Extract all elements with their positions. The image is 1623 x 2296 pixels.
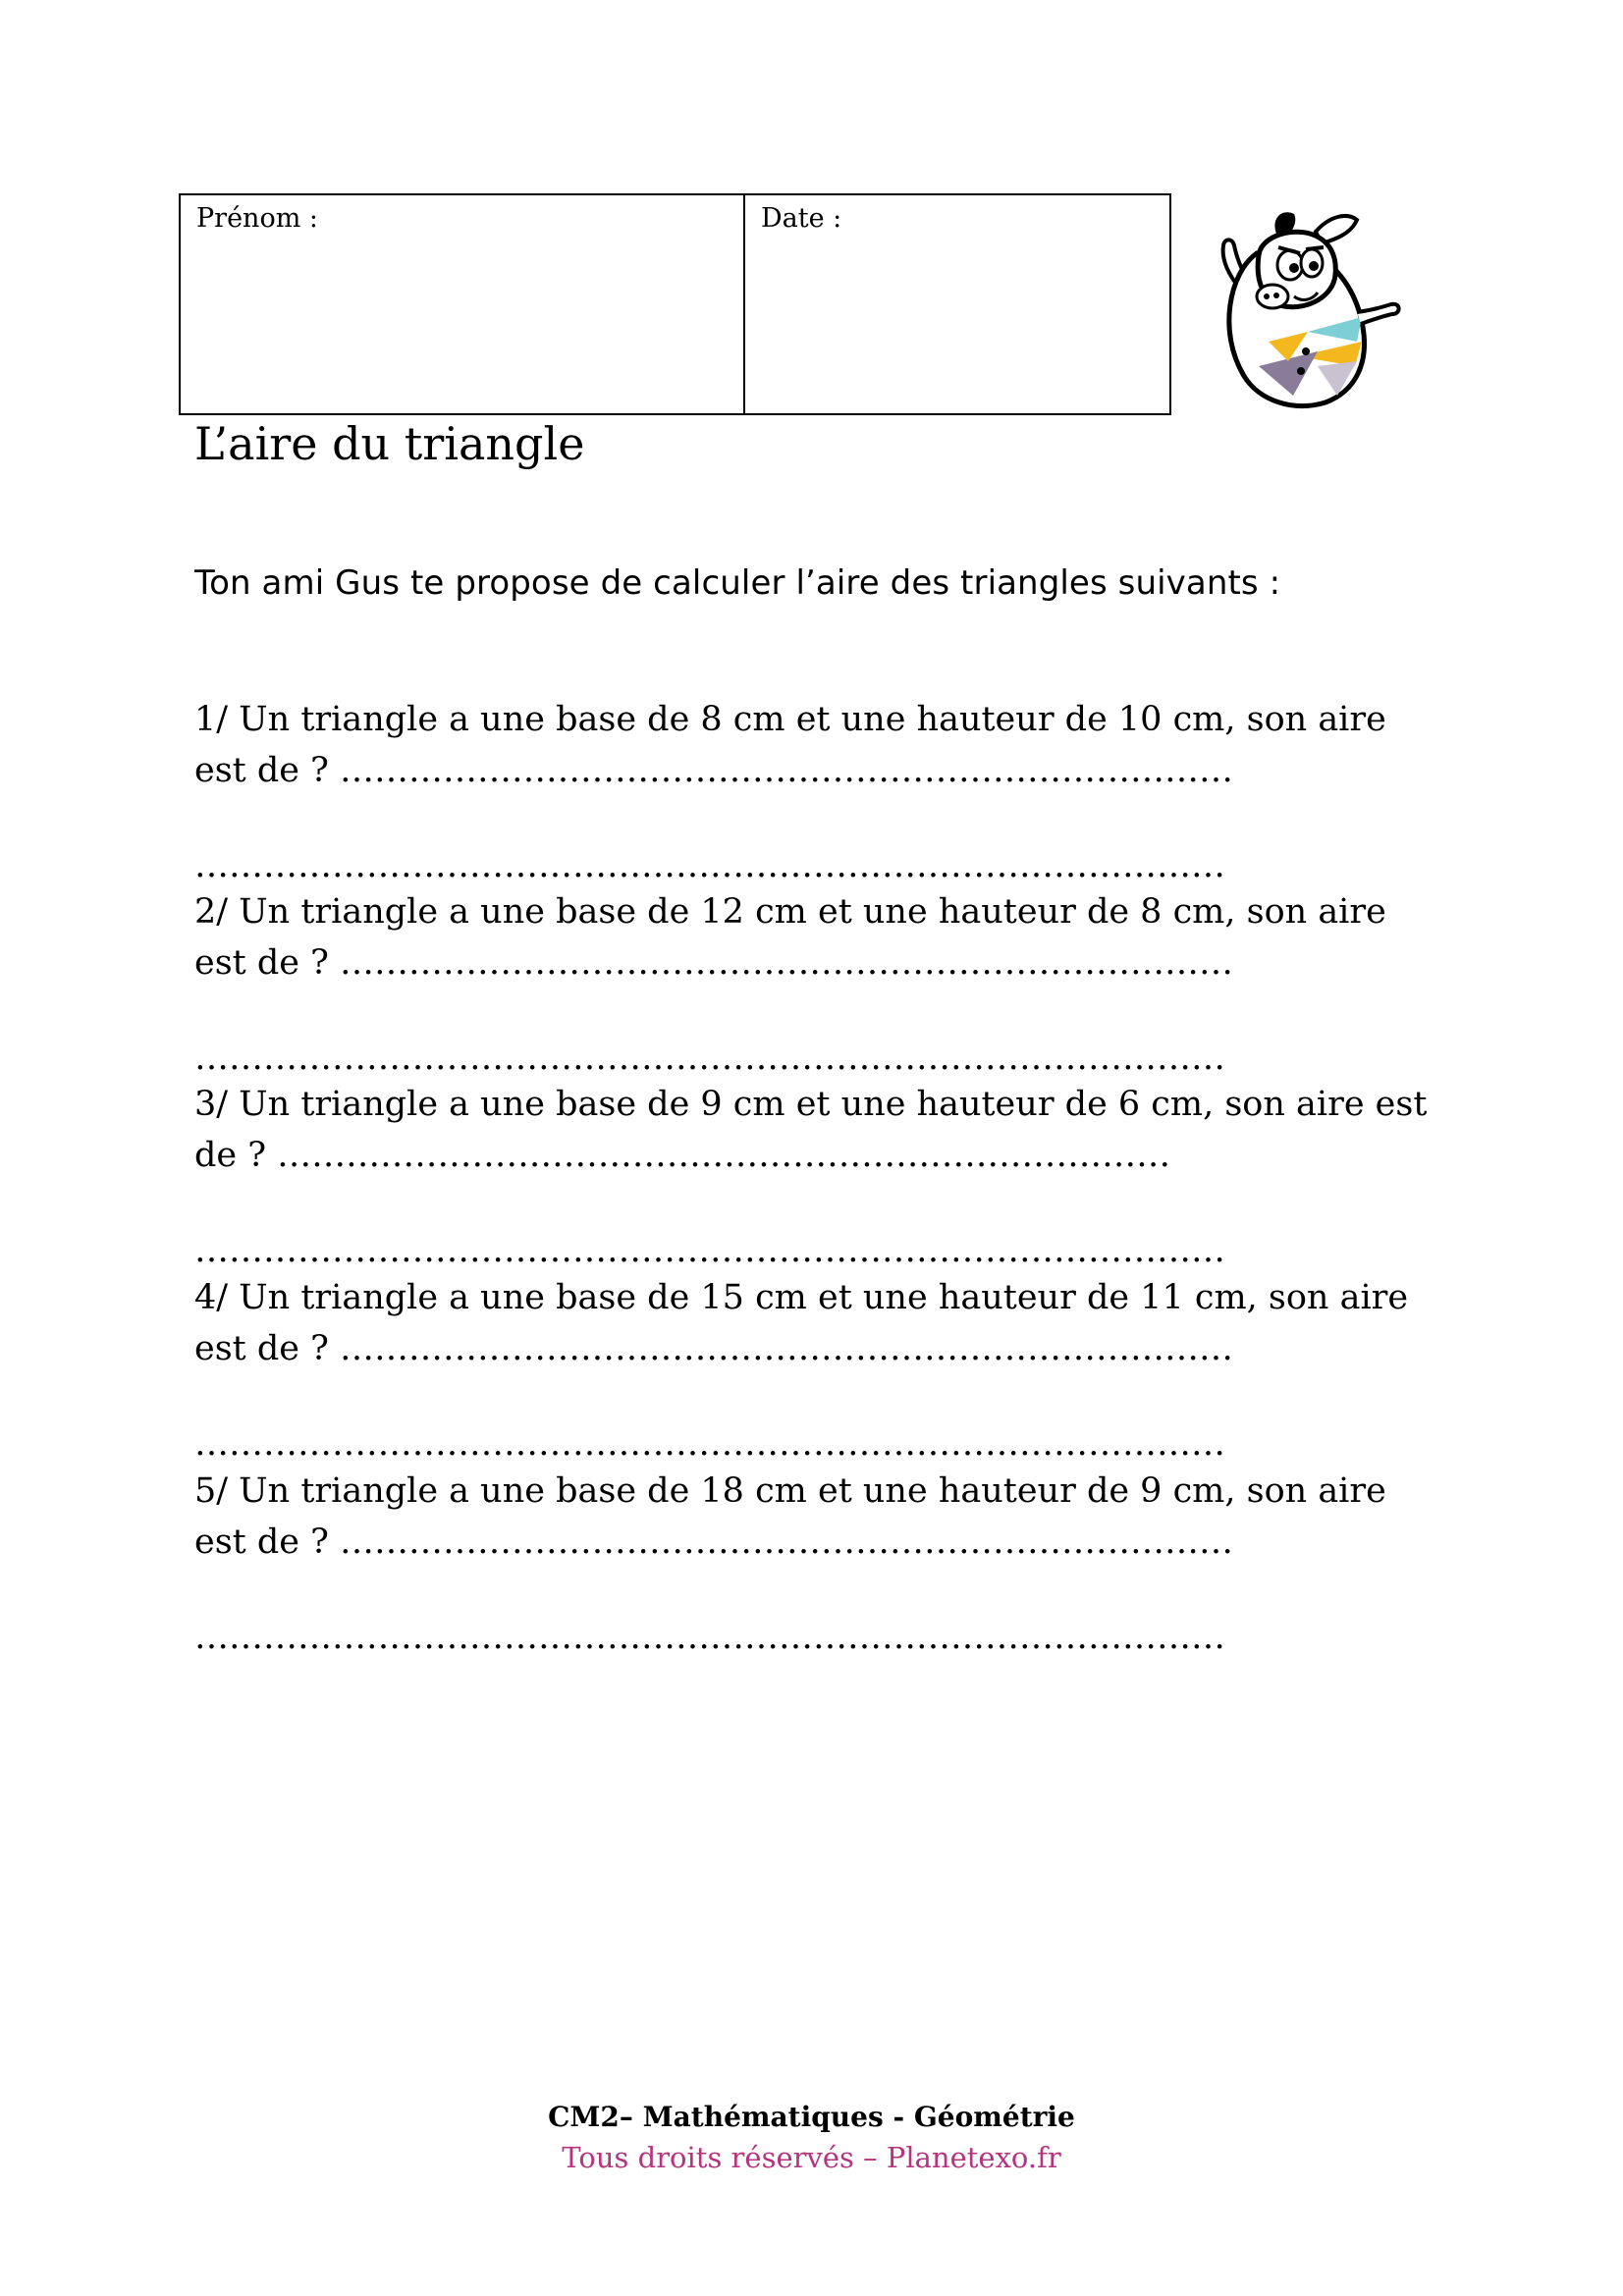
date-label: Date : bbox=[761, 203, 842, 234]
question-text: 2/ Un triangle a une base de 12 cm et une hauteur de 8 cm, son aire bbox=[194, 892, 1386, 932]
answer-line[interactable]: de ? …………………………………………………………………… bbox=[194, 1136, 1171, 1175]
gus-mascot-icon bbox=[1200, 194, 1411, 420]
page-title: L’aire du triangle bbox=[194, 417, 585, 470]
exercise-item bbox=[194, 1466, 1441, 1663]
answer-line[interactable]: est de ? …………………………………………………………………… bbox=[194, 943, 1233, 983]
answer-line[interactable]: ……………………………………………………………………………… bbox=[194, 1231, 1225, 1270]
footer-copyright: Tous droits réservés – Planetexo.fr bbox=[562, 2141, 1061, 2174]
answer-line[interactable]: est de ? …………………………………………………………………… bbox=[194, 1329, 1233, 1368]
exercise-item bbox=[194, 886, 1441, 1084]
exercise-item bbox=[194, 1079, 1441, 1276]
exercise-item bbox=[194, 1272, 1441, 1469]
date-cell[interactable] bbox=[745, 195, 1169, 413]
instructions: Ton ami Gus te propose de calculer l’aire des triangles suivants : bbox=[194, 563, 1281, 603]
student-info-table bbox=[179, 193, 1171, 415]
answer-line[interactable]: ……………………………………………………………………………… bbox=[194, 1618, 1225, 1657]
question-text: 5/ Un triangle a une base de 18 cm et une hauteur de 9 cm, son aire bbox=[194, 1471, 1386, 1511]
answer-line[interactable]: est de ? …………………………………………………………………… bbox=[194, 751, 1233, 790]
footer-subject: CM2– Mathématiques - Géométrie bbox=[548, 2101, 1075, 2133]
name-cell[interactable] bbox=[181, 195, 745, 413]
question-text: 4/ Un triangle a une base de 15 cm et une hauteur de 11 cm, son aire bbox=[194, 1278, 1409, 1317]
answer-line[interactable]: ……………………………………………………………………………… bbox=[194, 846, 1225, 885]
exercise-item bbox=[194, 694, 1441, 891]
name-label: Prénom : bbox=[196, 203, 318, 234]
answer-line[interactable]: est de ? …………………………………………………………………… bbox=[194, 1522, 1233, 1562]
answer-line[interactable]: ……………………………………………………………………………… bbox=[194, 1424, 1225, 1464]
question-text: 3/ Un triangle a une base de 9 cm et une hauteur de 6 cm, son aire est bbox=[194, 1085, 1428, 1124]
answer-line[interactable]: ……………………………………………………………………………… bbox=[194, 1039, 1225, 1078]
question-text: 1/ Un triangle a une base de 8 cm et une hauteur de 10 cm, son aire bbox=[194, 700, 1386, 739]
